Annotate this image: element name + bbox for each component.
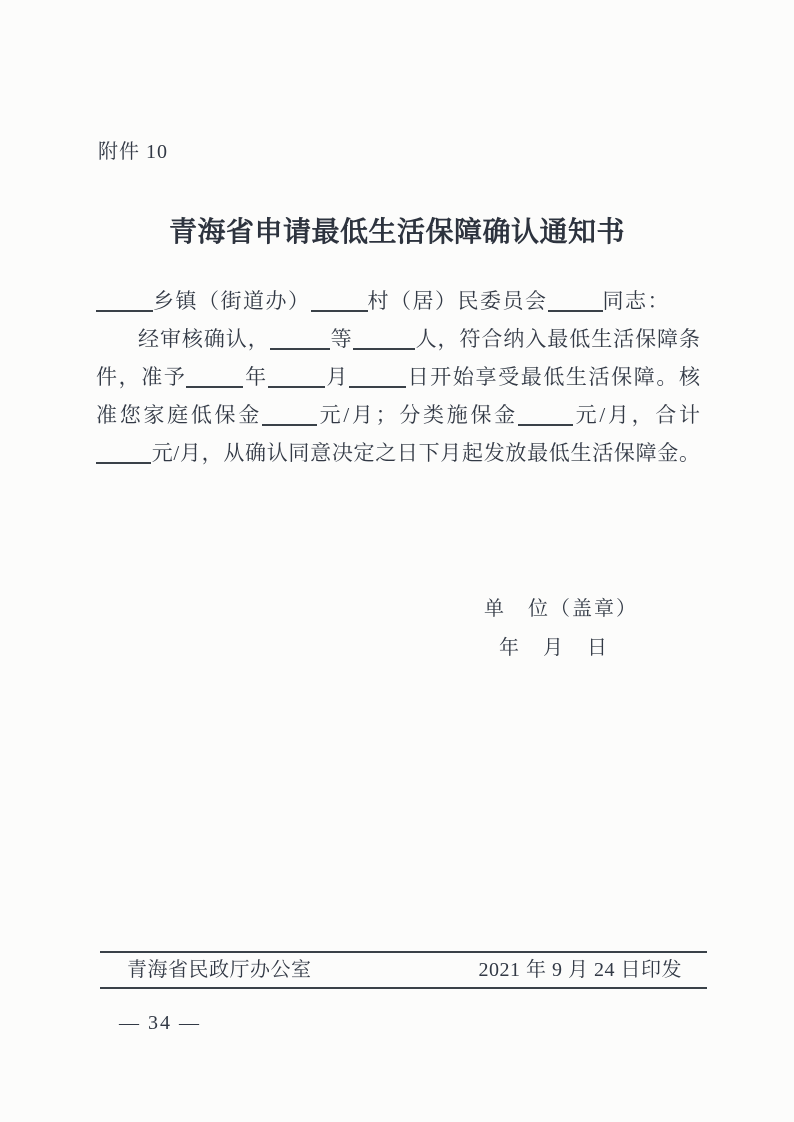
body-line (96, 320, 700, 358)
body-text: 元/月，合计 (572, 403, 700, 427)
blank-field (186, 383, 243, 388)
body-text: 月 (324, 365, 349, 389)
blank-field (270, 345, 330, 350)
body-text: 人，符合纳入最低生活保障条 (414, 327, 701, 351)
body-text: 等 (329, 327, 353, 351)
footer-print-date: 2021 年 9 月 24 日印发 (478, 959, 682, 981)
footer-rule-bottom (100, 987, 707, 989)
blank-field (262, 421, 317, 426)
body-text: 村（居）民委员会 (367, 289, 548, 313)
body-line (96, 282, 700, 320)
blank-field (96, 459, 151, 464)
body-paragraph (96, 282, 700, 472)
blank-field (268, 383, 325, 388)
blank-field (353, 345, 415, 350)
signature-date-line: 年 月 日 (499, 637, 609, 659)
body-text: 经审核确认， (138, 327, 270, 351)
body-text: 同志： (602, 289, 670, 313)
blank-field (349, 383, 406, 388)
body-text: 件，准予 (96, 365, 187, 389)
attachment-label: 附件 10 (98, 141, 168, 163)
body-text: 元/月；分类施保金 (316, 403, 518, 427)
body-text: 乡镇（街道办） (153, 289, 311, 313)
body-text: 元/月，从确认同意决定之日下月起发放最低生活保障金。 (151, 441, 700, 465)
footer-rule-top (100, 951, 707, 953)
signature-unit-line: 单 位（盖章） (484, 598, 638, 620)
body-line (96, 396, 700, 434)
page-number: — 34 — (119, 1012, 201, 1034)
body-line (96, 358, 700, 396)
footer-issuer: 青海省民政厅办公室 (127, 959, 312, 981)
body-text: 年 (243, 365, 268, 389)
document-title: 青海省申请最低生活保障确认通知书 (168, 217, 625, 248)
blank-field (311, 307, 368, 312)
body-text: 准您家庭低保金 (96, 403, 262, 427)
blank-field (548, 307, 603, 312)
blank-field (518, 421, 573, 426)
body-text: 日开始享受最低生活保障。核 (405, 365, 701, 389)
blank-field (96, 307, 153, 312)
body-line (96, 434, 700, 472)
